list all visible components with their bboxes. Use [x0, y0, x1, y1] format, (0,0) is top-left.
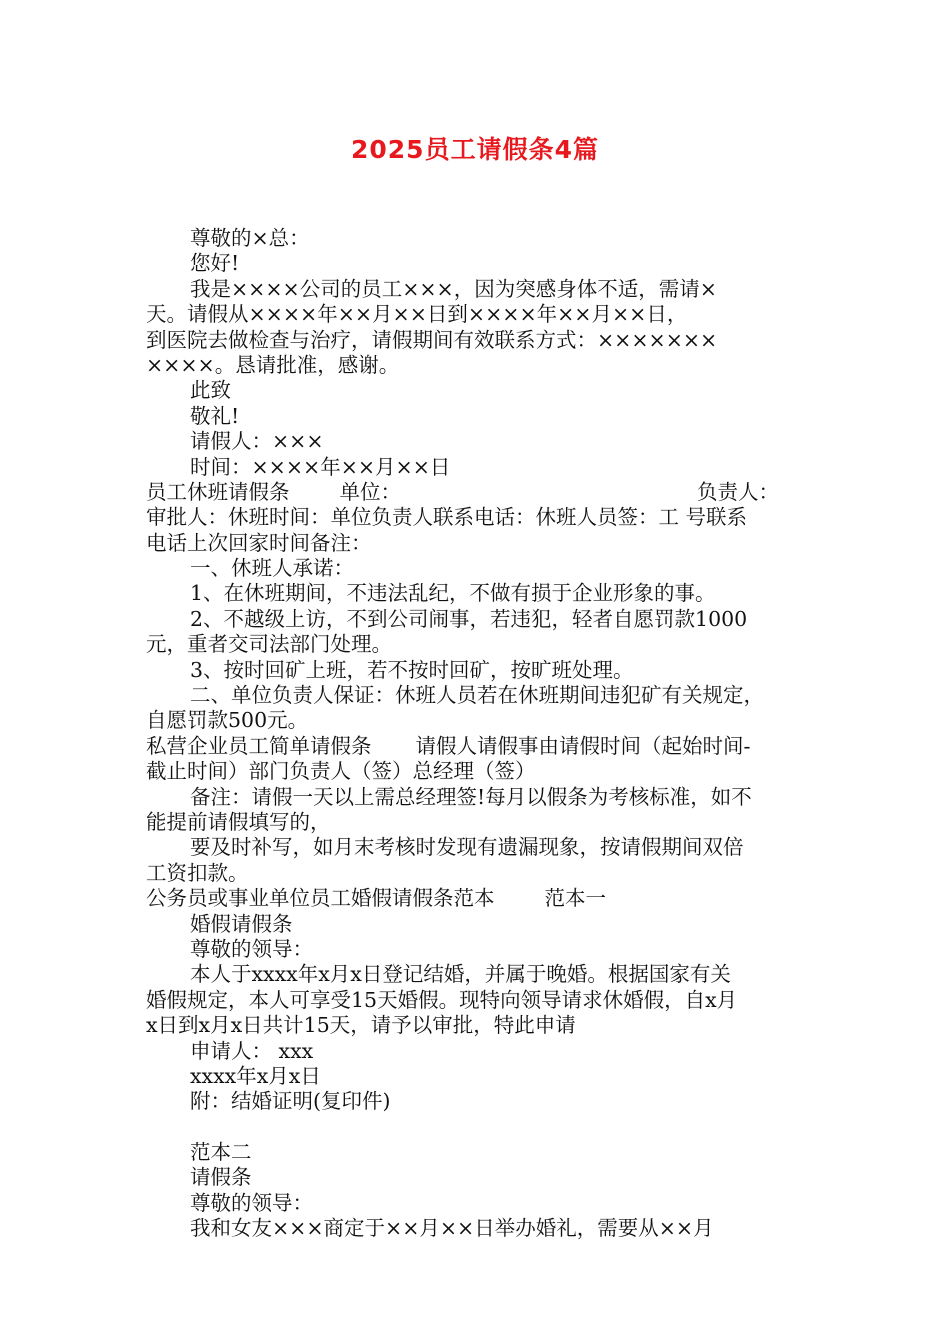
salutation: 尊敬的×总： [190, 226, 310, 250]
note-line: 要及时补写，如月末考核时发现有遗漏现象，按请假期间双倍 [190, 835, 744, 860]
greeting: 您好! [190, 251, 240, 276]
blank-line [146, 1115, 810, 1140]
form-field-manager: 负责人： [697, 479, 779, 504]
paragraph-line: 截止时间）部门负责人（签）总经理（签） [146, 759, 536, 784]
paragraph-line: 自愿罚款500元。 [146, 708, 309, 733]
salutation: 尊敬的领导： [190, 1190, 313, 1215]
list-item: 1、在休班期间，不违法乱纪，不做有损于企业形象的事。 [190, 581, 716, 606]
signature-line: 请假人：××× [190, 429, 324, 454]
list-item-continuation: 元，重者交司法部门处理。 [146, 632, 392, 657]
section-heading: 一、休班人承诺： [190, 556, 354, 581]
paragraph-line: 我是××××公司的员工×××，因为突感身体不适，需请× [190, 276, 717, 301]
paragraph-line: ××××。恳请批准，感谢。 [146, 352, 400, 377]
closing-line: 敬礼! [190, 403, 240, 428]
date-line: xxxx年x月x日 [190, 1063, 321, 1088]
paragraph-line: 天。请假从××××年××月××日到××××年××月××日， [146, 302, 688, 327]
form-header-line [146, 480, 810, 505]
document-body [146, 226, 810, 1242]
paragraph-line: 到医院去做检查与治疗，请假期间有效联系方式：××××××× [146, 327, 718, 352]
attachment-line: 附：结婚证明(复印件) [190, 1089, 391, 1114]
closing-line: 此致 [190, 378, 231, 403]
signature-line: 申请人： xxx [190, 1038, 314, 1063]
note-line: 备注：请假一天以上需总经理签!每月以假条为考核标准，如不 [190, 784, 752, 809]
letter-title: 婚假请假条 [190, 911, 293, 936]
form-title: 私营企业员工简单请假条 [146, 733, 372, 758]
list-item: 2、不越级上访，不到公司闹事，若违犯，轻者自愿罚款1000 [190, 606, 748, 631]
section-heading: 二、单位负责人保证：休班人员若在休班期间违犯矿有关规定， [190, 683, 764, 708]
paragraph-line: 我和女友×××商定于××月××日举办婚礼，需要从××月 [190, 1216, 714, 1241]
salutation: 尊敬的领导： [190, 936, 313, 961]
paragraph-line: 婚假规定，本人可享受15天婚假。现特向领导请求休婚假，自x月 [146, 987, 738, 1012]
section-title: 公务员或事业单位员工婚假请假条范本 [146, 886, 495, 911]
paragraph-line: 审批人：休班时间：单位负责人联系电话：休班人员签：工 号联系 [146, 505, 748, 530]
form-header-line [146, 734, 810, 759]
document-title: 2025员工请假条4篇 [351, 135, 599, 164]
paragraph-line: 本人于xxxx年x月x日登记结婚，并属于晚婚。根据国家有关 [190, 962, 731, 987]
sample-label: 范本一 [544, 886, 606, 911]
list-item: 3、按时回矿上班，若不按时回矿，按旷班处理。 [190, 657, 634, 682]
note-line: 工资扣款。 [146, 860, 249, 885]
letter-title: 请假条 [190, 1165, 252, 1190]
form-title: 员工休班请假条 [146, 479, 290, 504]
sample-label: 范本二 [190, 1140, 252, 1165]
date-line: 时间：××××年××月××日 [190, 454, 451, 479]
form-field-unit: 单位： [339, 479, 401, 504]
section-title-line [146, 886, 810, 911]
form-fields: 请假人请假事由请假时间（起始时间- [415, 733, 751, 758]
paragraph-line: 电话上次回家时间备注： [146, 530, 372, 555]
paragraph-line: x日到x月x日共计15天，请予以审批，特此申请 [146, 1013, 576, 1038]
note-line: 能提前请假填写的， [146, 809, 331, 834]
